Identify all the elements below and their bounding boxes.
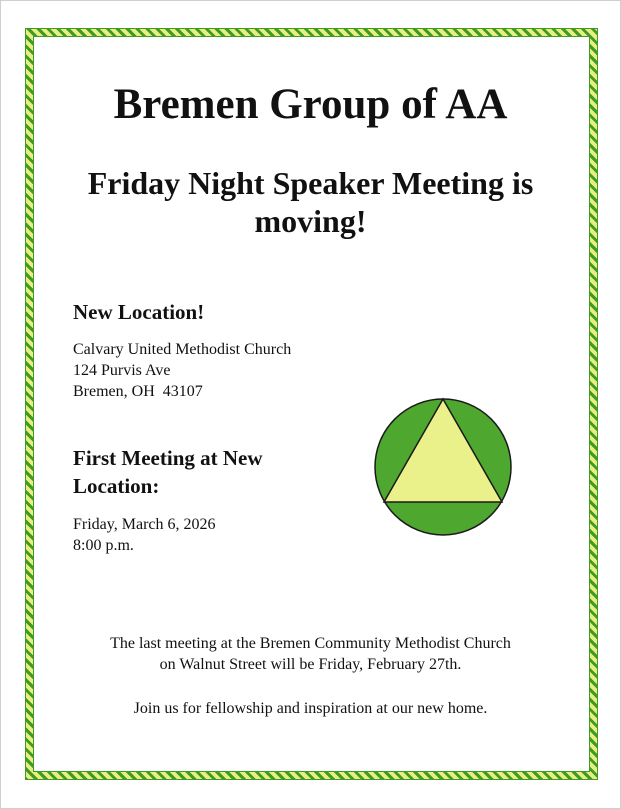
first-meeting-time: 8:00 p.m. bbox=[73, 537, 134, 554]
first-meeting-date: Friday, March 6, 2026 bbox=[73, 516, 216, 533]
last-meeting-notice bbox=[40, 633, 581, 675]
first-meeting-heading: First Meeting at New Location: bbox=[73, 446, 263, 498]
address-line-city: Bremen, OH 43107 bbox=[73, 383, 203, 400]
address-line-church: Calvary United Methodist Church bbox=[73, 341, 292, 358]
first-meeting-details bbox=[73, 514, 216, 556]
closing-invitation: Join us for fellowship and inspiration at our new home. bbox=[133, 700, 488, 717]
address-line-street: 124 Purvis Ave bbox=[73, 362, 171, 379]
circle-triangle-icon bbox=[372, 396, 514, 538]
notice-line-2: on Walnut Street will be Friday, February 27th. bbox=[159, 656, 462, 673]
new-location-address bbox=[73, 339, 291, 402]
flyer-title: Bremen Group of AA bbox=[113, 81, 508, 128]
flyer-subtitle: Friday Night Speaker Meeting is moving! bbox=[87, 165, 534, 239]
new-location-heading: New Location! bbox=[73, 300, 205, 324]
notice-line-1: The last meeting at the Bremen Community Methodist Church bbox=[110, 635, 511, 652]
